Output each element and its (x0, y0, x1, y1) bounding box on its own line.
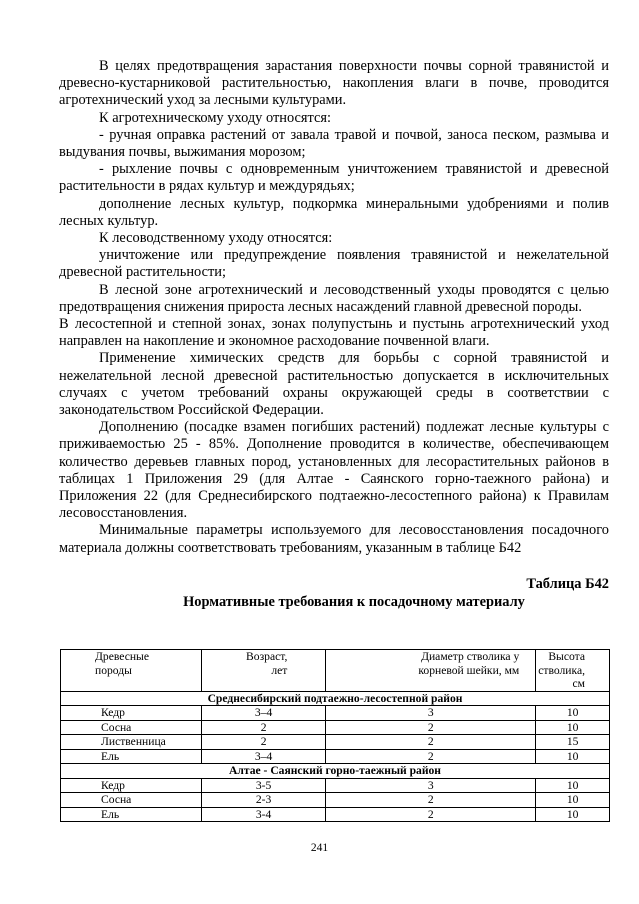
table-row (61, 793, 610, 808)
cell-species: Кедр (61, 706, 202, 721)
cell-height: 10 (536, 720, 610, 735)
cell-age: 2 (201, 720, 326, 735)
cell-age: 2 (201, 735, 326, 750)
paragraph: - ручная оправка растений от завала травой и почвой, заноса песком, размыва и выдувания почвы, выжимания морозом; (59, 126, 609, 161)
cell-species: Лиственница (61, 735, 202, 750)
cell-height: 10 (536, 778, 610, 793)
paragraph: В лесной зоне агротехнический и лесоводственный уходы проводятся с целью предотвращения снижения прироста лесных насаждений главной древесной породы. (59, 281, 609, 315)
section-title: Среднесибирский подтаежно-лесостепной район (61, 691, 610, 706)
paragraph: Дополнению (посадке взамен погибших растений) подлежат лесные культуры с приживаемостью 25 - 85%. Дополнение проводится в количестве, обеспечивающем количество деревьев главных пород, установленных для лесорастительных районов в таблицах 1 Приложения 29 (для Алтае - Саянского горно-таежного района) и Приложения 22 (для Среднесибирского подтаежно-лесостепного района) к Правилам лесовосстановления. (59, 419, 609, 522)
table-header-row (61, 650, 610, 692)
cell-diameter: 3 (326, 706, 536, 721)
table-row (61, 778, 610, 793)
body-text (59, 58, 609, 557)
cell-height: 10 (536, 749, 610, 764)
cell-diameter: 3 (326, 778, 536, 793)
table-row (61, 807, 610, 822)
cell-age: 3–4 (201, 749, 326, 764)
planting-material-table (60, 649, 610, 822)
cell-species: Кедр (61, 778, 202, 793)
table-title: Нормативные требования к посадочному материалу (183, 593, 525, 610)
cell-age: 3–4 (201, 706, 326, 721)
cell-species: Сосна (61, 793, 202, 808)
paragraph: В целях предотвращения зарастания поверхности почвы сорной травянистой и древесно-кустарниковой растительностью, накопления влаги в почве, проводится агротехнический уход за лесными культурами. (59, 58, 609, 109)
paragraph: уничтожение или предупреждение появления травянистой и нежелательной древесной растительности; (59, 247, 609, 281)
paragraph: К агротехническому уходу относятся: (99, 109, 331, 126)
cell-species: Ель (61, 807, 202, 822)
header-species: Древесные породы (61, 650, 202, 692)
cell-species: Ель (61, 749, 202, 764)
table-section-row (61, 691, 610, 706)
cell-height: 15 (536, 735, 610, 750)
paragraph: - рыхление почвы с одновременным уничтожением травянистой и древесной растительности в рядах культур и междурядьях; (59, 161, 609, 195)
cell-age: 3-4 (201, 807, 326, 822)
table-body (61, 691, 610, 822)
header-height: Высота стволика, см (536, 650, 610, 692)
paragraph: Минимальные параметры используемого для лесовосстановления посадочного материала должны соответствовать требованиям, указанным в таблице Б42 (59, 522, 609, 556)
cell-diameter: 2 (326, 735, 536, 750)
table-caption: Таблица Б42 (526, 575, 609, 592)
cell-age: 3-5 (201, 778, 326, 793)
cell-diameter: 2 (326, 749, 536, 764)
table-row (61, 735, 610, 750)
cell-species: Сосна (61, 720, 202, 735)
paragraph: К лесоводственному уходу относятся: (99, 230, 333, 247)
cell-diameter: 2 (326, 720, 536, 735)
table-section-row (61, 764, 610, 779)
paragraph: дополнение лесных культур, подкормка минеральными удобрениями и полив лесных культур. (59, 195, 609, 229)
cell-height: 10 (536, 793, 610, 808)
table-row (61, 720, 610, 735)
document-page (59, 58, 609, 611)
cell-age: 2-3 (201, 793, 326, 808)
cell-diameter: 2 (326, 793, 536, 808)
table-row (61, 749, 610, 764)
paragraph: В лесостепной и степной зонах, зонах полупустынь и пустынь агротехнический уход направлен на накопление и экономное расходование почвенной влаги. (59, 316, 609, 350)
header-age: Возраст, лет (201, 650, 326, 692)
cell-height: 10 (536, 706, 610, 721)
header-diameter: Диаметр стволика у корневой шейки, мм (326, 650, 536, 692)
page-number: 241 (310, 842, 329, 854)
paragraph: Применение химических средств для борьбы с сорной травянистой и нежелательной лесной древесной растительностью допускается в исключительных случаях с учетом требований охраны окружающей среды в соответствии с законодательством Российской Федерации. (59, 350, 609, 419)
cell-height: 10 (536, 807, 610, 822)
section-title: Алтае - Саянский горно-таежный район (61, 764, 610, 779)
table-row (61, 706, 610, 721)
cell-diameter: 2 (326, 807, 536, 822)
